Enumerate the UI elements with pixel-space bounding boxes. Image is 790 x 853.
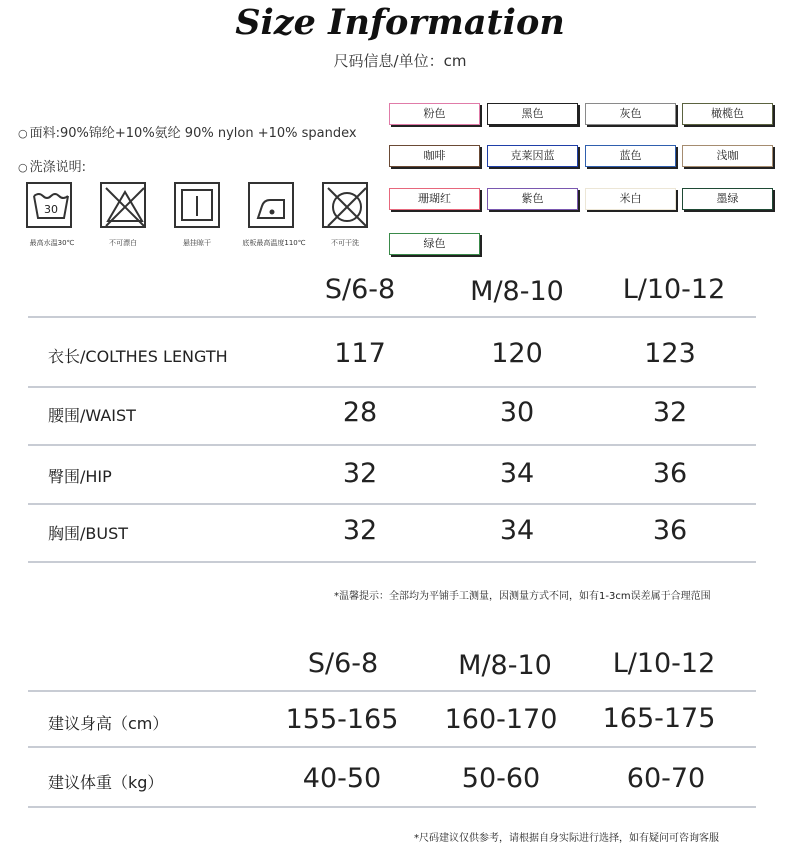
table-cell: 32 (342, 515, 378, 546)
table-cell: 123 (644, 338, 696, 369)
fabric-info (18, 122, 357, 141)
table-cell: 120 (491, 338, 543, 369)
color-swatch[interactable]: 灰色 (585, 103, 676, 125)
table-divider (28, 503, 756, 505)
color-swatch[interactable]: 珊瑚红 (389, 188, 480, 210)
table-cell: 30 (499, 397, 535, 428)
table-cell: 60-70 (626, 763, 706, 794)
rec-col-s: S/6-8 (307, 648, 379, 679)
table-cell: 160-170 (444, 704, 558, 735)
care-caption: 底板最高温度110℃ (242, 239, 306, 247)
care-caption: 最高水温30℃ (29, 239, 75, 247)
table-cell: 34 (499, 458, 535, 489)
page-subtitle: 尺码信息/单位：cm (333, 52, 467, 70)
row-label-waist: 腰围/WAIST (48, 406, 136, 425)
table-divider (28, 386, 756, 388)
color-swatch[interactable]: 浅咖 (682, 145, 773, 167)
row-label-length: 衣长/COLTHES LENGTH (48, 347, 228, 366)
bullet-icon: ○ (18, 161, 28, 174)
no-dry-clean-icon (322, 182, 368, 228)
color-swatch[interactable]: 墨绿 (682, 188, 773, 210)
row-label-weight: 建议体重（kg） (48, 773, 164, 792)
color-swatch[interactable]: 粉色 (389, 103, 480, 125)
fabric-text: 面料:90%锦纶+10%氨纶 90% nylon +10% spandex (29, 126, 357, 141)
table-divider (28, 316, 756, 318)
table-cell: 165-175 (602, 703, 716, 734)
wash-info (18, 156, 86, 175)
no-bleach-icon (100, 182, 146, 228)
table-cell: 155-165 (285, 704, 399, 735)
color-swatch[interactable]: 黑色 (487, 103, 578, 125)
color-swatch[interactable]: 橄榄色 (682, 103, 773, 125)
size-col-m: M/8-10 (470, 276, 564, 307)
table-cell: 36 (652, 515, 688, 546)
color-swatch[interactable]: 咖啡 (389, 145, 480, 167)
color-swatch[interactable]: 紫色 (487, 188, 578, 210)
table-cell: 36 (652, 458, 688, 489)
size-note: *温馨提示：全部均为平铺手工测量，因测量方式不同，如有1-3cm误差属于合理范围 (334, 591, 711, 602)
table-divider (28, 690, 756, 692)
table-cell: 40-50 (302, 763, 382, 794)
rec-col-l: L/10-12 (612, 648, 716, 679)
bullet-icon: ○ (18, 127, 28, 140)
size-col-l: L/10-12 (622, 274, 726, 305)
row-label-height: 建议身高（cm） (48, 714, 169, 733)
wash-30-icon (26, 182, 72, 228)
color-swatch[interactable]: 蓝色 (585, 145, 676, 167)
care-caption: 不可干洗 (331, 239, 359, 247)
table-cell: 28 (342, 397, 378, 428)
row-label-hip: 臀围/HIP (48, 467, 112, 486)
color-swatch[interactable]: 米白 (585, 188, 676, 210)
table-cell: 117 (334, 338, 386, 369)
table-divider (28, 561, 756, 563)
table-cell: 50-60 (461, 763, 541, 794)
color-swatch[interactable]: 克莱因蓝 (487, 145, 578, 167)
color-swatch[interactable]: 绿色 (389, 233, 480, 255)
care-caption: 不可漂白 (109, 239, 137, 247)
row-label-bust: 胸围/BUST (48, 524, 129, 543)
iron-110-icon (248, 182, 294, 228)
table-cell: 34 (499, 515, 535, 546)
care-caption: 悬挂晾干 (183, 239, 211, 247)
wash-label: 洗涤说明: (29, 160, 86, 175)
recommend-note: *尺码建议仅供参考，请根据自身实际进行选择，如有疑问可咨询客服 (414, 833, 719, 844)
size-col-s: S/6-8 (324, 274, 396, 305)
table-cell: 32 (652, 397, 688, 428)
table-divider (28, 444, 756, 446)
table-divider (28, 806, 756, 808)
rec-col-m: M/8-10 (458, 650, 552, 681)
table-divider (28, 746, 756, 748)
hang-dry-icon (174, 182, 220, 228)
wash-temp-text: 30 (44, 203, 58, 216)
page-title: Size Information (235, 2, 565, 43)
table-cell: 32 (342, 458, 378, 489)
